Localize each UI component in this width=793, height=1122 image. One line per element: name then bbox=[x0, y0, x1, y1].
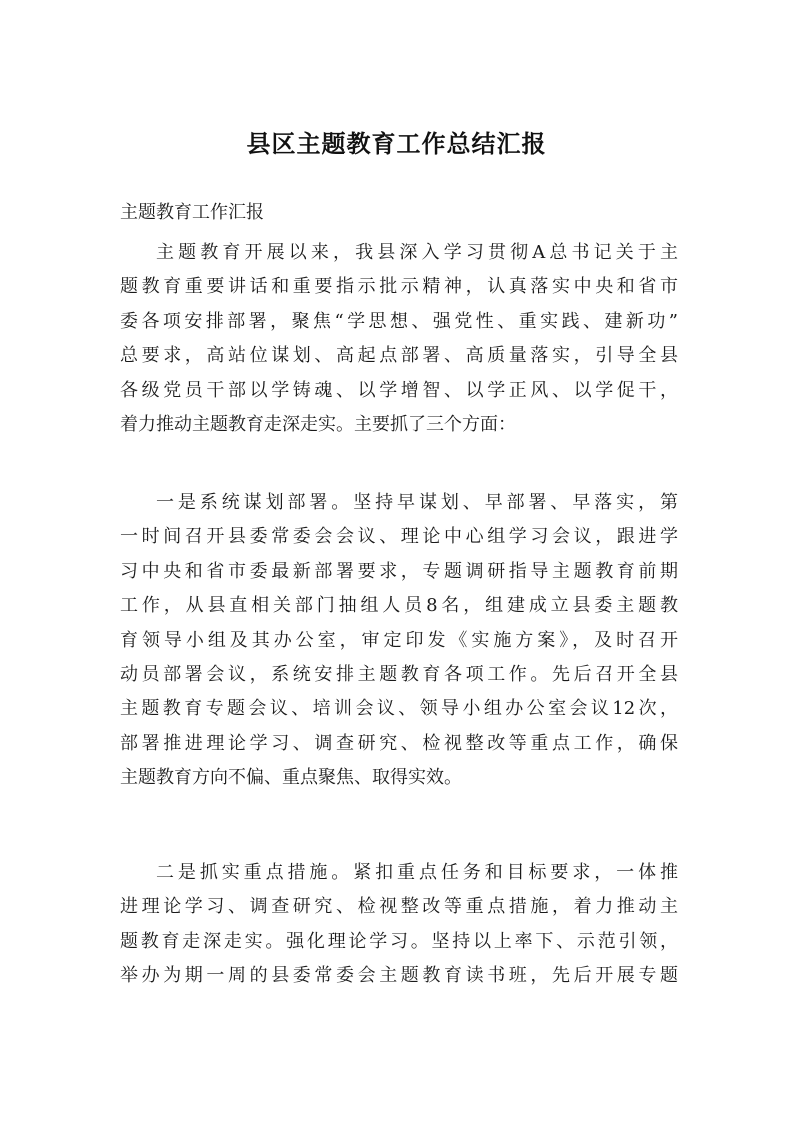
paragraph-line: 习中央和省市委最新部署要求，专题调研指导主题教育前期 bbox=[120, 560, 678, 582]
paragraph-line: 举办为期一周的县委常委会主题教育读书班，先后开展专题 bbox=[120, 965, 678, 987]
paragraph-line: 部署推进理论学习、调查研究、检视整改等重点工作，确保 bbox=[120, 732, 678, 754]
paragraph-line: 总要求，高站位谋划、高起点部署、高质量落实，引导全县 bbox=[120, 345, 678, 367]
paragraph-line: 二是抓实重点措施。紧扣重点任务和目标要求，一体推 bbox=[156, 862, 678, 883]
paragraph-line: 着力推动主题教育走深走实。主要抓了三个方面： bbox=[120, 413, 516, 435]
paragraph-line: 委各项安排部署，聚焦“学思想、强党性、重实践、建新功” bbox=[120, 310, 678, 332]
paragraph-line: 主题教育开展以来，我县深入学习贯彻A总书记关于主 bbox=[156, 242, 678, 263]
paragraph-line: 一时间召开县委常委会会议、理论中心组学习会议，跟进学 bbox=[120, 526, 678, 548]
paragraph-line: 主题教育方向不偏、重点聚焦、取得实效。 bbox=[120, 767, 462, 789]
paragraph-planning bbox=[120, 486, 678, 796]
paragraph-line: 主题教育专题会议、培训会议、领导小组办公室会议12次， bbox=[120, 698, 678, 720]
document-title: 县区主题教育工作总结汇报 bbox=[246, 130, 547, 158]
paragraph-measures bbox=[120, 856, 678, 994]
paragraph-line: 进理论学习、调查研究、检视整改等重点措施，着力推动主 bbox=[120, 896, 678, 918]
paragraph-line: 动员部署会议，系统安排主题教育各项工作。先后召开全县 bbox=[120, 663, 678, 685]
paragraph-intro bbox=[120, 236, 678, 442]
paragraph-line: 工作，从县直相关部门抽组人员8名，组建成立县委主题教 bbox=[120, 595, 678, 617]
paragraph-line: 育领导小组及其办公室，审定印发《实施方案》，及时召开 bbox=[120, 629, 678, 651]
paragraph-line: 各级党员干部以学铸魂、以学增智、以学正风、以学促干， bbox=[120, 379, 678, 401]
document-subtitle: 主题教育工作汇报 bbox=[120, 202, 264, 223]
paragraph-line: 题教育重要讲话和重要指示批示精神，认真落实中央和省市 bbox=[120, 276, 678, 298]
paragraph-line: 题教育走深走实。强化理论学习。坚持以上率下、示范引领， bbox=[120, 930, 678, 952]
paragraph-line: 一是系统谋划部署。坚持早谋划、早部署、早落实，第 bbox=[156, 492, 678, 513]
